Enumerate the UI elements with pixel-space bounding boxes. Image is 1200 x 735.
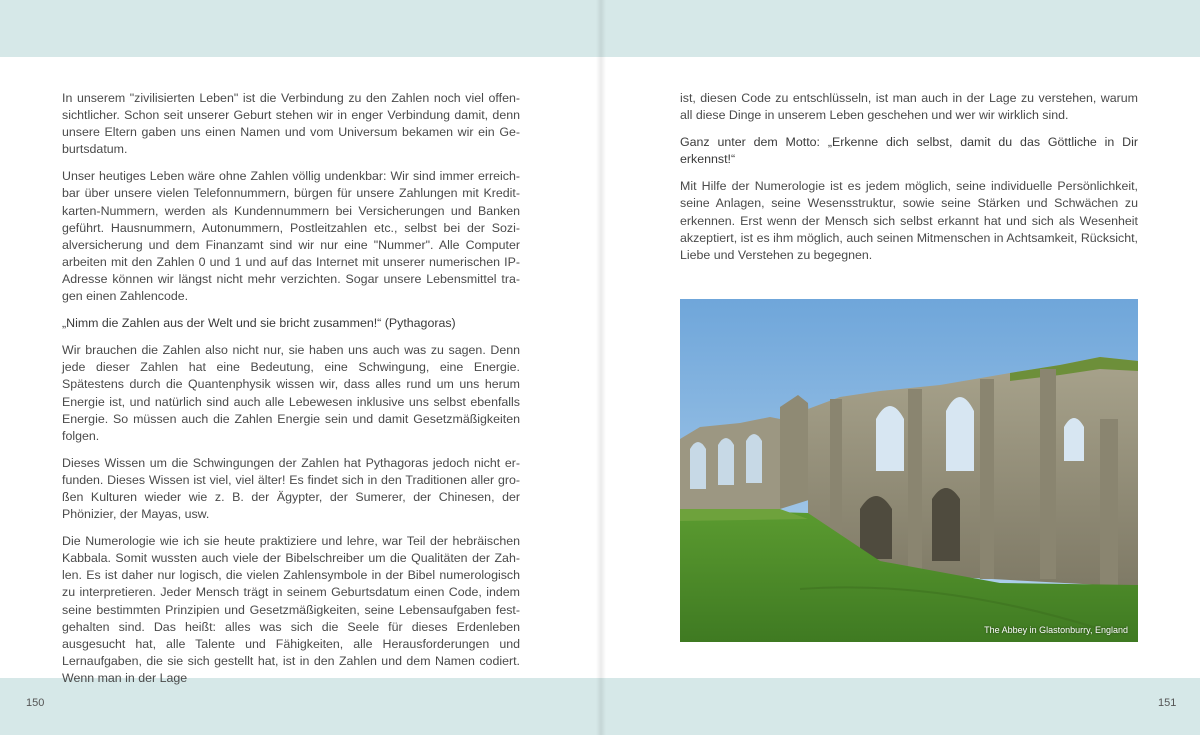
paragraph: Wir brauchen die Zahlen also nicht nur, sie haben uns auch was zu sagen. Denn jede dieser Zahlen hat eine Bedeutung, eine Schwingung, eine Energie. Spätestens durch die Quantenphysik wissen wir, dass alles rund um uns herum Energie ist, und natürlich sind auch alle Lebewesen inklusive uns selbst ebenfalls Energie. So müssen auch die Zahlen Energie sein und damit Gesetzmäßigkeiten folgen. — [62, 343, 520, 443]
page-number-left: 150 — [26, 697, 45, 709]
right-page-text — [680, 90, 1138, 274]
left-page-text — [62, 90, 520, 697]
paragraph: In unserem "zivilisierten Leben" ist die Verbindung zu den Zahlen noch viel offensichtlicher. Schon seit unserer Geburt stehen wir in enger Verbindung damit, denn unsere Eltern gaben uns einen Namen und vom Universum bekamen wir ein Geburtsdatum. — [62, 91, 520, 157]
paragraph: Die Numerologie wie ich sie heute praktiziere und lehre, war Teil der hebräischen Kabbala. Somit wussten auch viele der Bibelschreiber um die Qualitäten der Zahlen. Es ist daher nur logisch, die vielen Zahlensymbole in der Bibel numerologisch zu interpretieren. Jeder Mensch trägt in seinem Geburtsdatum einen Code, indem seine bestimmten Prinzipien und Gesetzmäßigkeiten, seine Lebensaufgaben festgehalten sind. Das heißt: alles was sich die Seele für dieses Erdenleben ausgesucht hat, alle Talente und Fähigkeiten, alle Herausforderungen und Lernaufgaben, die sie sich gestellt hat, ist in den Zahlen und dem Namen codiert. Wenn man in der Lage — [62, 534, 520, 685]
book-gutter — [596, 0, 606, 735]
paragraph: Unser heutiges Leben wäre ohne Zahlen völlig undenkbar: Wir sind immer erreichbar über unsere vielen Telefonnummern, bürgen für unsere Zahlungen mit Kreditkarten-Nummern, werden als Kundennummern bei Versicherungen und Banken geführt. Hausnummern, Autonummern, Postleitzahlen etc., selbst bei der Sozialversicherung und dem Finanzamt sind wir nur eine "Nummer". Alle Computer arbeiten mit den Zahlen 0 und 1 und auf das Internet mit unserer numerischen IP-Adresse können wir längst nicht mehr verzichten. Sogar unsere Lebensmittel tragen einen Zahlencode. — [62, 169, 520, 304]
page-number-right: 151 — [1158, 697, 1177, 709]
paragraph: ist, diesen Code zu entschlüsseln, ist man auch in der Lage zu verstehen, warum all diese Dinge in unserem Leben geschehen und wer wir wirklich sind. — [680, 91, 1138, 123]
paragraph: Mit Hilfe der Numerologie ist es jedem möglich, seine individuelle Persönlichkeit, seine Anlagen, seine Wesensstruktur, sowie seine Stärken und Schwächen zu erkennen. Erst wenn der Mensch sich selbst erkannt hat und sich als Wesenheit akzeptiert, ist es ihm möglich, auch seinen Mitmenschen in Achtsamkeit, Rücksicht, Liebe und Verstehen zu begegnen. — [680, 179, 1138, 262]
motto-quote: Ganz unter dem Motto: „Erkenne dich selbst, damit du das Göttliche in Dir erkennst!“ — [680, 135, 1138, 167]
photo-caption: The Abbey in Glastonburry, England — [984, 625, 1128, 635]
abbey-photo — [680, 299, 1138, 642]
pythagoras-quote: „Nimm die Zahlen aus der Welt und sie bricht zusammen!“ (Pythagoras) — [62, 316, 456, 331]
paragraph: Dieses Wissen um die Schwingungen der Zahlen hat Pythagoras jedoch nicht erfunden. Dieses Wissen ist viel, viel älter! Es findet sich in den Traditionen aller großen Kulturen wieder wie z. B. der Ägypter, der Sumerer, der Chinesen, der Phönizier, der Mayas, usw. — [62, 455, 520, 522]
